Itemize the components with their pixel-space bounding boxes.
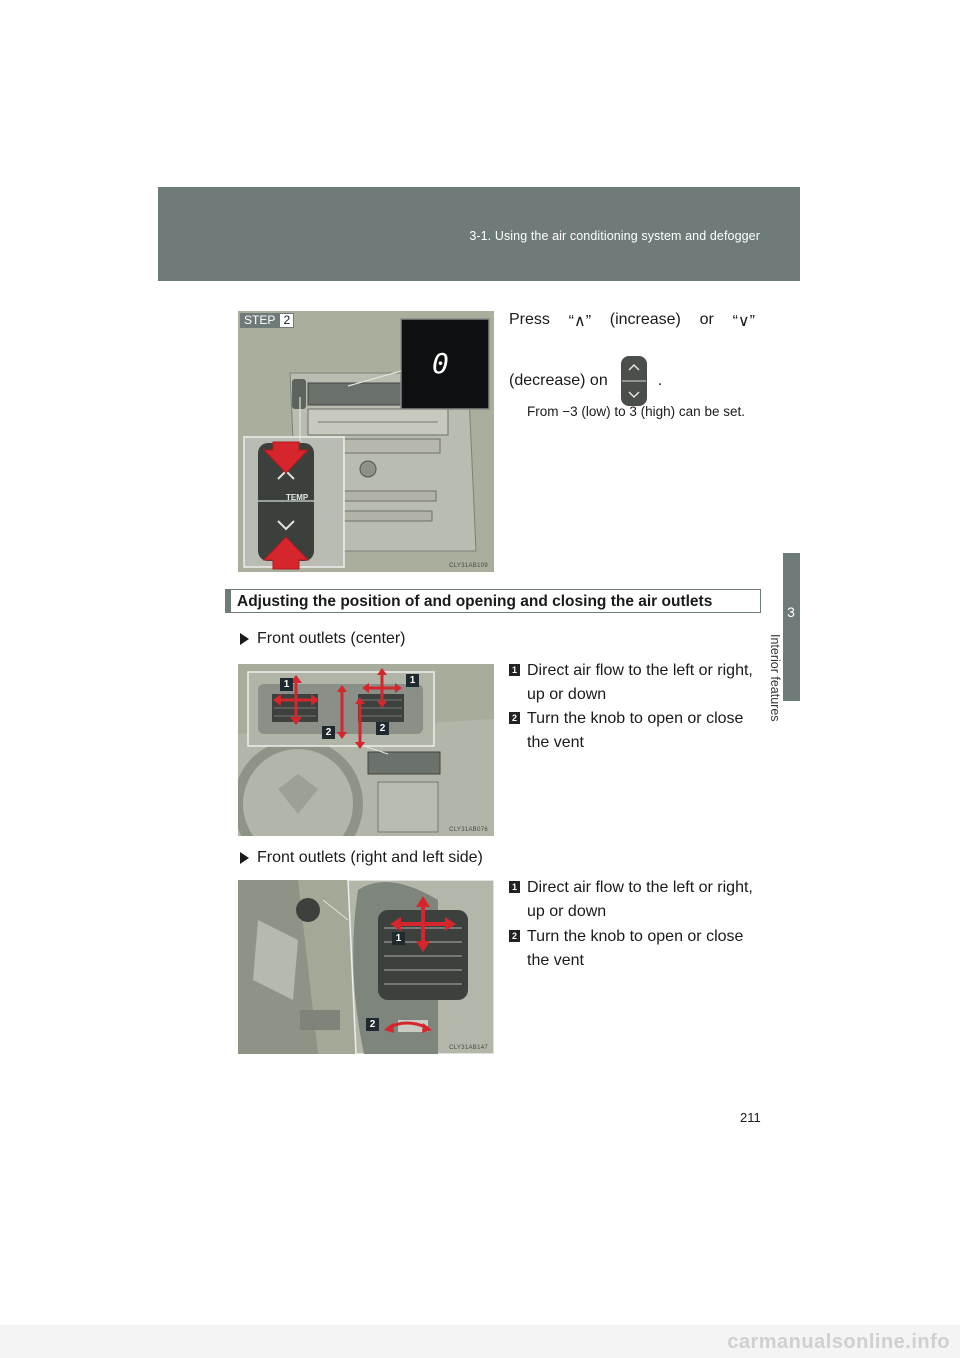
bullet-triangle-icon (240, 852, 249, 864)
chapter-tab (783, 553, 800, 701)
callout-number: 2 (322, 726, 335, 739)
step-number: 2 (279, 313, 294, 328)
callout-number: 1 (280, 678, 293, 691)
item-number-badge: 2 (509, 712, 520, 724)
watermark-bar (0, 1325, 960, 1358)
callout-number: 2 (366, 1018, 379, 1031)
step-badge (240, 313, 294, 328)
center-outlets-title: Front outlets (center) (257, 630, 406, 647)
side-outlets-illustration (238, 880, 494, 1054)
center-outlets-illustration (238, 664, 494, 836)
press-word: Press (509, 311, 550, 328)
down-glyph-quote: “∨” (732, 313, 755, 330)
dashboard-temp-illustration (238, 311, 494, 572)
callout-number: 1 (392, 932, 405, 945)
period: . (657, 372, 663, 389)
item-number-badge: 2 (509, 930, 520, 942)
step-instruction-line1 (509, 311, 755, 331)
up-chevron-glyph: ∧ (573, 313, 586, 330)
chapter-title-container (768, 634, 784, 754)
increase-word: (increase) (609, 311, 681, 328)
chapter-number: 3 (787, 604, 795, 620)
callout-number: 1 (406, 674, 419, 687)
item-number-badge: 1 (509, 881, 520, 893)
side-outlets-item-2 (509, 925, 757, 973)
section-title: 3-1. Using the air conditioning system and defogger (469, 229, 760, 243)
center-vent-illustration (238, 664, 494, 836)
item-text: Turn the knob to open or close the vent (527, 710, 744, 751)
callout-number: 2 (376, 722, 389, 735)
up-glyph-quote: “∧” (568, 313, 592, 330)
page-number: 211 (740, 1110, 761, 1125)
image-code: CLY31AB147 (449, 1045, 488, 1051)
watermark-text: carmanualsonline.info (727, 1331, 950, 1353)
item-number-badge: 1 (509, 664, 520, 676)
step-illustration (238, 311, 494, 572)
section-heading: Adjusting the position of and opening and closing the air outlets (237, 593, 713, 610)
step-note: From −3 (low) to 3 (high) can be set. (527, 404, 745, 419)
chapter-title: Interior features (768, 634, 782, 722)
center-outlets-item-2 (509, 707, 757, 755)
section-heading-bar (225, 589, 761, 613)
item-text: Turn the knob to open or close the vent (527, 928, 744, 969)
image-code: CLY31AB076 (449, 827, 488, 833)
item-text: Direct air flow to the left or right, up or down (527, 662, 753, 703)
temp-button-icon (620, 355, 648, 407)
image-code: CLY31AB109 (449, 563, 488, 569)
step-word: STEP (240, 313, 279, 328)
decrease-on-text: (decrease) on (509, 372, 608, 389)
center-outlets-title-row (240, 630, 406, 648)
page-header (158, 187, 800, 281)
item-text: Direct air flow to the left or right, up or down (527, 879, 753, 920)
side-outlets-title: Front outlets (right and left side) (257, 849, 483, 866)
or-word: or (699, 311, 714, 328)
down-chevron-glyph: ∨ (737, 313, 750, 330)
step-instruction-line2 (509, 355, 662, 407)
bullet-triangle-icon (240, 633, 249, 645)
center-outlets-item-1 (509, 659, 757, 707)
temp-label: TEMP (286, 493, 309, 502)
side-outlets-title-row (240, 849, 483, 867)
display-value: 0 (432, 347, 449, 380)
side-outlets-item-1 (509, 876, 757, 924)
